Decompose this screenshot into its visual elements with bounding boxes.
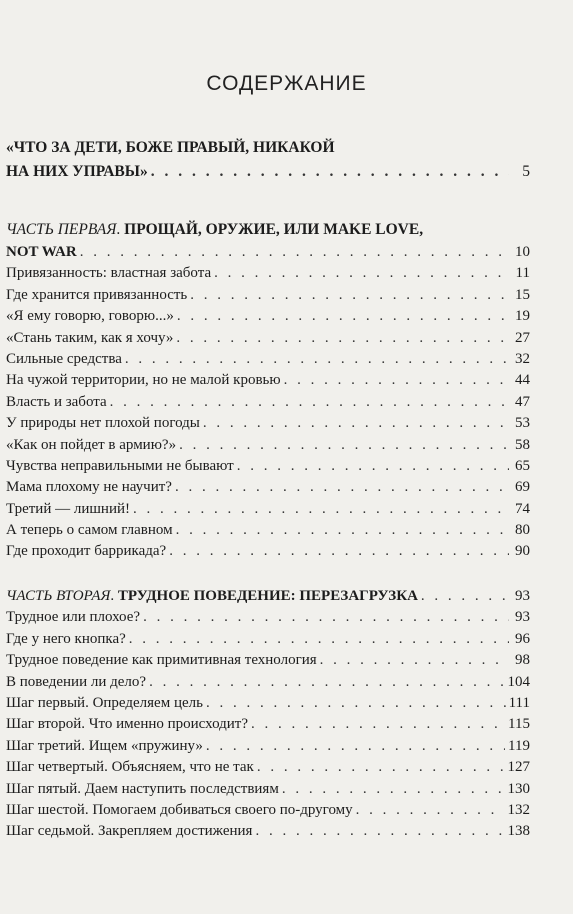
- toc-entry: [6, 629, 530, 650]
- toc-entry: [6, 736, 530, 757]
- page-number: 32: [515, 350, 530, 367]
- leader-dots: [149, 672, 504, 693]
- entry-title: Шаг второй. Что именно происходит?: [6, 716, 249, 733]
- leader-dots: [251, 714, 505, 735]
- entry-title: В поведении ли дело?: [6, 673, 147, 690]
- leader-dots: [421, 586, 509, 607]
- entry-title: Мама плохому не научит?: [6, 479, 172, 496]
- leader-dots: [179, 435, 509, 456]
- page-number: 74: [515, 500, 530, 517]
- entry-title: Шаг пятый. Даем наступить последствиям: [6, 780, 279, 797]
- entry-title: Где у него кнопка?: [6, 630, 126, 647]
- entry-title: А теперь о самом главном: [6, 522, 173, 539]
- page-number: 47: [515, 393, 530, 410]
- leader-dots: [206, 693, 506, 714]
- page-number: 96: [515, 630, 530, 647]
- part-one-label: ЧАСТЬ ПЕРВАЯ: [6, 221, 117, 238]
- page-number: 15: [515, 286, 530, 303]
- part-two-sep: .: [110, 588, 118, 604]
- leader-dots: [190, 285, 509, 306]
- leader-dots: [80, 242, 509, 263]
- toc-entry: [6, 650, 530, 671]
- preface-title-line2: НА НИХ УПРАВЫ»: [6, 163, 148, 180]
- toc-row-part-one: [6, 242, 530, 263]
- page-number: 58: [515, 436, 530, 453]
- page-number: 93: [515, 609, 530, 626]
- part-one-title-line1: ПРОЩАЙ, ОРУЖИЕ, ИЛИ MAKE LOVE,: [124, 221, 424, 238]
- page-number: 138: [507, 823, 530, 840]
- toc-entry: [6, 328, 530, 349]
- entry-title: Трудное поведение как примитивная технология: [6, 652, 317, 669]
- page-number: 98: [515, 652, 530, 669]
- contents-heading: СОДЕРЖАНИЕ: [206, 72, 367, 95]
- entry-title: На чужой территории, но не малой кровью: [6, 372, 281, 389]
- leader-dots: [255, 821, 504, 842]
- toc-preface: [6, 136, 530, 184]
- page-number: 5: [522, 163, 530, 180]
- leader-dots: [282, 779, 505, 800]
- toc-entry: [6, 499, 530, 520]
- leader-dots: [177, 306, 509, 327]
- leader-dots: [320, 650, 509, 671]
- entry-title: Сильные средства: [6, 350, 122, 367]
- part-two-title: ТРУДНОЕ ПОВЕДЕНИЕ: ПЕРЕЗАГРУЗКА: [117, 588, 418, 604]
- leader-dots: [257, 757, 505, 778]
- toc-entry: [6, 520, 530, 541]
- leader-dots: [125, 349, 509, 370]
- page-number: 127: [507, 759, 530, 776]
- leader-dots: [143, 607, 509, 628]
- leader-dots: [169, 541, 509, 562]
- page-number: 115: [508, 716, 530, 733]
- toc-entry: [6, 285, 530, 306]
- part-two-label: ЧАСТЬ ВТОРАЯ: [6, 588, 111, 604]
- toc-entry: [6, 263, 530, 284]
- page-number: 65: [515, 457, 530, 474]
- page-number: 11: [515, 265, 530, 282]
- part-one-header-line1: [6, 218, 530, 242]
- page-number: 69: [515, 479, 530, 496]
- page-number: 104: [507, 673, 530, 690]
- leader-dots: [129, 629, 509, 650]
- toc-entry: [6, 757, 530, 778]
- leader-dots: [356, 800, 505, 821]
- page-number: 132: [507, 801, 530, 818]
- toc-entry: [6, 821, 530, 842]
- entry-title: Чувства неправильными не бывают: [6, 457, 234, 474]
- toc-entry: [6, 435, 530, 456]
- toc-part-two: [6, 586, 530, 843]
- page-number: 27: [515, 329, 530, 346]
- toc-row-preface: [6, 160, 530, 184]
- toc-entry: [6, 779, 530, 800]
- toc-entry: [6, 477, 530, 498]
- part-one-title-line2: NOT WAR: [6, 244, 77, 260]
- leader-dots: [214, 263, 509, 284]
- page-number: 130: [507, 780, 530, 797]
- entry-title: Привязанность: властная забота: [6, 265, 212, 282]
- leader-dots: [203, 413, 509, 434]
- entry-title: «Стань таким, как я хочу»: [6, 329, 174, 346]
- page-number: 80: [515, 522, 530, 539]
- leader-dots: [237, 456, 509, 477]
- leader-dots: [176, 328, 509, 349]
- entry-title: Власть и забота: [6, 393, 107, 410]
- entry-title: Третий — лишний!: [6, 500, 130, 517]
- page-number: 53: [515, 415, 530, 432]
- toc-entry: [6, 607, 530, 628]
- leader-dots: [175, 477, 509, 498]
- page-number: 44: [515, 372, 530, 389]
- entry-title: Где проходит баррикада?: [6, 543, 167, 560]
- entry-title: Шаг третий. Ищем «пружину»: [6, 737, 203, 754]
- toc-entry: [6, 413, 530, 434]
- entry-title: Где хранится привязанность: [6, 286, 188, 303]
- toc-entry: [6, 306, 530, 327]
- entry-title: У природы нет плохой погоды: [6, 415, 200, 432]
- page-number: 19: [515, 308, 530, 325]
- toc-part-one: [6, 218, 530, 563]
- toc-entry: [6, 370, 530, 391]
- toc-entry: [6, 693, 530, 714]
- leader-dots: [206, 736, 505, 757]
- toc-entry: [6, 714, 530, 735]
- toc-entry: [6, 541, 530, 562]
- page-number: 93: [515, 588, 530, 604]
- leader-dots: [110, 392, 509, 413]
- entry-title: Трудное или плохое?: [6, 609, 141, 626]
- leader-dots: [176, 520, 509, 541]
- leader-dots: [151, 160, 509, 184]
- toc-entry: [6, 456, 530, 477]
- entry-title: «Как он пойдет в армию?»: [6, 436, 177, 453]
- entry-title: Шаг первый. Определяем цель: [6, 694, 203, 711]
- toc-row-part-two: [6, 586, 530, 607]
- entry-title: Шаг седьмой. Закрепляем достижения: [6, 823, 253, 840]
- toc-entry: [6, 672, 530, 693]
- page-number: 10: [515, 244, 530, 260]
- leader-dots: [133, 499, 509, 520]
- page-number: 119: [508, 737, 530, 754]
- toc-entry: [6, 349, 530, 370]
- entry-title: «Я ему говорю, говорю...»: [6, 308, 174, 325]
- page-number: 90: [515, 543, 530, 560]
- part-one-entries: [6, 263, 530, 562]
- part-one-sep: .: [116, 221, 125, 238]
- toc-entry: [6, 800, 530, 821]
- page-number: 111: [508, 694, 530, 711]
- entry-title: Шаг четвертый. Объясняем, что не так: [6, 759, 254, 776]
- entry-title: Шаг шестой. Помогаем добиваться своего по-другому: [6, 801, 353, 818]
- leader-dots: [284, 370, 509, 391]
- preface-title-line1: «ЧТО ЗА ДЕТИ, БОЖЕ ПРАВЫЙ, НИКАКОЙ: [6, 139, 335, 156]
- part-two-entries: [6, 607, 530, 842]
- toc-entry: [6, 392, 530, 413]
